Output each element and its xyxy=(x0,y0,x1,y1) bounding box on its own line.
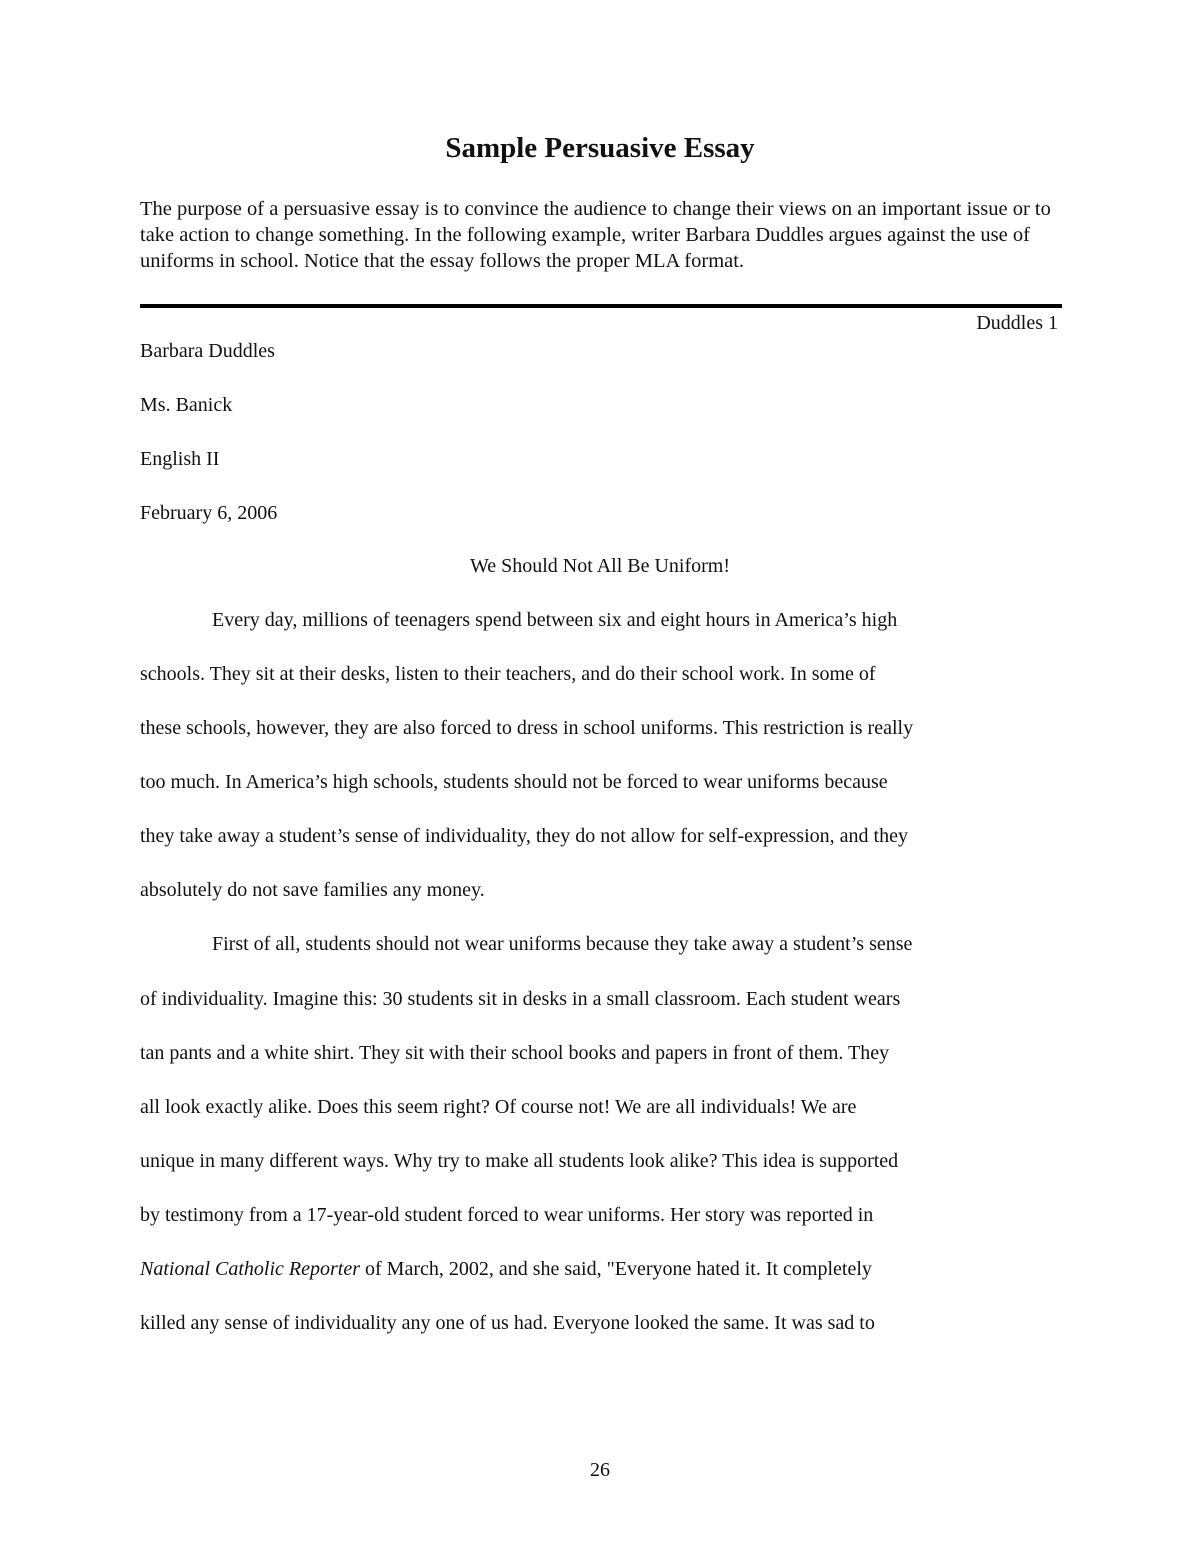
essay-title: We Should Not All Be Uniform! xyxy=(469,555,731,577)
page-title: Sample Persuasive Essay xyxy=(445,132,755,164)
body-line: they take away a student’s sense of individuality, they do not allow for self-expression, and they xyxy=(140,825,908,847)
page-number: 26 xyxy=(590,1459,610,1481)
body-line: by testimony from a 17-year-old student forced to wear uniforms. Her story was reported in xyxy=(140,1204,874,1226)
running-header: Duddles 1 xyxy=(976,312,1058,334)
body-line: schools. They sit at their desks, listen to their teachers, and do their school work. In some of xyxy=(140,663,876,685)
body-line: of individuality. Imagine this: 30 students sit in desks in a small classroom. Each student wears xyxy=(140,988,901,1010)
heading-date: February 6, 2006 xyxy=(140,502,278,524)
heading-author: Barbara Duddles xyxy=(140,340,275,362)
citation-line xyxy=(140,1254,872,1284)
body-line: killed any sense of individuality any one of us had. Everyone looked the same. It was sad to xyxy=(140,1312,875,1334)
body-line: all look exactly alike. Does this seem right? Of course not! We are all individuals! We are xyxy=(140,1096,857,1118)
heading-course: English II xyxy=(140,448,220,470)
body-line: Every day, millions of teenagers spend between six and eight hours in America’s high xyxy=(212,609,898,631)
body-line: First of all, students should not wear uniforms because they take away a student’s sense xyxy=(212,933,913,955)
body-line: absolutely do not save families any money. xyxy=(140,879,485,901)
body-line: these schools, however, they are also forced to dress in school uniforms. This restriction is really xyxy=(140,717,914,739)
citation-rest: of March, 2002, and she said, "Everyone hated it. It completely xyxy=(360,1258,872,1280)
intro-paragraph: The purpose of a persuasive essay is to convince the audience to change their views on an important issue or to take action to change something. In the following example, writer Barbara Duddles argues against the use of uniforms in school. Notice that the essay follows the proper MLA format. xyxy=(140,198,1051,272)
body-line: too much. In America’s high schools, students should not be forced to wear uniforms because xyxy=(140,771,888,793)
body-line: unique in many different ways. Why try to make all students look alike? This idea is supported xyxy=(140,1150,899,1172)
divider-rule xyxy=(140,304,1062,308)
source-title: National Catholic Reporter xyxy=(140,1258,360,1280)
body-line: tan pants and a white shirt. They sit with their school books and papers in front of them. They xyxy=(140,1042,890,1064)
heading-instructor: Ms. Banick xyxy=(140,394,233,416)
